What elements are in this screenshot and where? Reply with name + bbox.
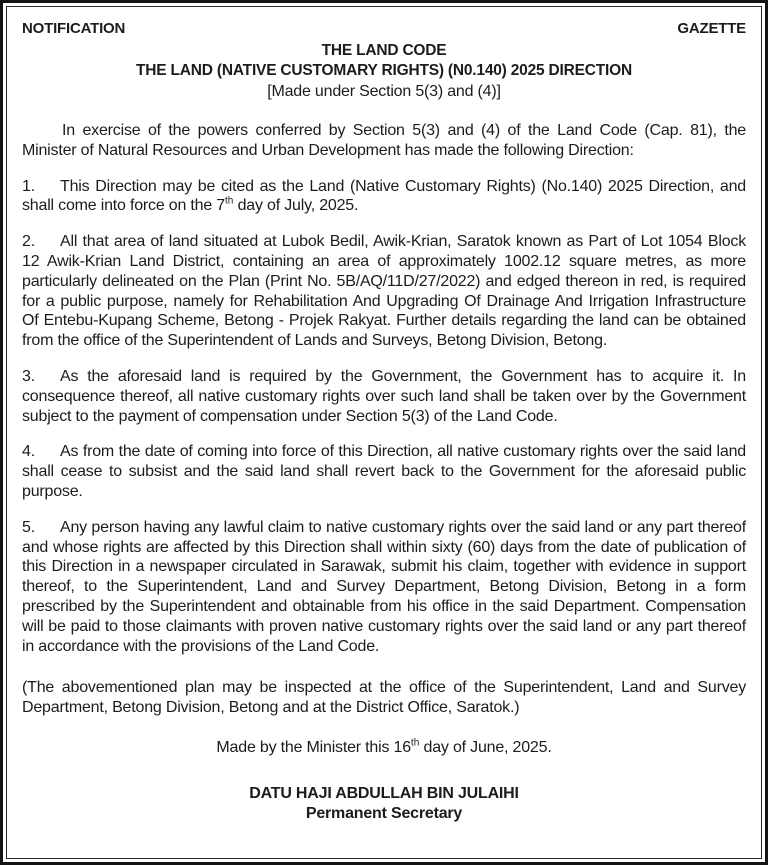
header-gazette-label: GAZETTE: [677, 20, 746, 37]
paragraph-3-number: 3.: [22, 367, 35, 385]
made-by-text-end: day of June, 2025.: [419, 738, 552, 756]
made-by-line: [22, 738, 746, 758]
paragraph-1-text: This Direction may be cited as the Land (Native Customary Rights) (No.140) 2025 Direction, and shall come into force on the 7: [22, 177, 746, 215]
paragraph-4: [22, 442, 746, 501]
paragraph-4-number: 4.: [22, 443, 35, 461]
paragraph-1: [22, 177, 746, 217]
paragraph-1-text-end: day of July, 2025.: [233, 197, 359, 215]
title-block: [22, 41, 746, 102]
signatory-name: DATU HAJI ABDULLAH BIN JULAIHI: [249, 784, 519, 802]
signature-block: [22, 784, 746, 825]
superscript-th: th: [225, 196, 234, 208]
superscript-th: th: [410, 737, 420, 749]
signatory-title: Permanent Secretary: [305, 805, 463, 823]
paragraph-5-text: Any person having any lawful claim to native customary rights over the said land or any part thereof and whose rights are affected by this Direction shall within sixty (60) days from the date of publication of this Direction in a newspaper circulated in Sarawak, submit his claim, together with evidence in support thereof, to the Superintendent, Land and Survey Department, Betong Division, Betong in a form prescribed by the Superintendent and obtainable from his office in the said Department. Compensation will be paid to those claimants with proven native customary rights over the said land or any part thereof in accordance with the provisions of the Land Code.: [22, 518, 746, 655]
paragraph-1-number: 1.: [22, 177, 35, 195]
paragraph-2: [22, 232, 746, 351]
intro-paragraph: In exercise of the powers conferred by Section 5(3) and (4) of the Land Code (Cap. 81), the Minister of Natural Resources and Urban Development has made the following Direction:: [22, 122, 746, 159]
header-notification-label: NOTIFICATION: [22, 20, 126, 37]
paragraph-3-text: As the aforesaid land is required by the Government, the Government has to acquire it. In consequence thereof, all native customary rights over such land shall be taken over by the Government subject to the payment of compensation under Section 5(3) of the Land Code.: [22, 367, 746, 425]
paragraph-2-text: All that area of land situated at Lubok Bedil, Awik-Krian, Saratok known as Part of Lot 1054 Block 12 Awik-Krian Land District, containing an area of approximately 1002.12 square metres, as more particularly delineated on the Plan (Print No. 5B/AQ/11D/27/2022) and edged thereon in red, is required for a public purpose, namely for Rehabilitation And Upgrading Of Drainage And Irrigation Infrastructure Of Entebu-Kupang Scheme, Betong - Projek Rakyat. Further details regarding the land can be obtained from the office of the Superintendent of Lands and Surveys, Betong Division, Betong.: [22, 233, 746, 350]
paragraph-4-text: As from the date of coming into force of this Direction, all native customary rights over the said land shall cease to subsist and the said land shall revert back to the Government for the aforesaid public purpose.: [22, 443, 746, 500]
paragraph-5: [22, 518, 746, 657]
paragraph-2-number: 2.: [22, 233, 35, 251]
document-subtitle: THE LAND (NATIVE CUSTOMARY RIGHTS) (N0.140) 2025 DIRECTION: [136, 62, 632, 79]
paragraph-3: [22, 367, 746, 426]
paragraph-5-number: 5.: [22, 518, 35, 536]
made-under-section: [Made under Section 5(3) and (4)]: [267, 83, 501, 100]
made-by-text: Made by the Minister this 16: [216, 738, 411, 756]
document-title: THE LAND CODE: [321, 42, 447, 59]
document-inner-border: [6, 6, 762, 859]
header: [22, 20, 746, 37]
plan-inspection-note: (The abovementioned plan may be inspected at the office of the Superintendent, Land and Survey Department, Betong Division, Betong and at the District Office, Saratok.): [22, 679, 746, 717]
